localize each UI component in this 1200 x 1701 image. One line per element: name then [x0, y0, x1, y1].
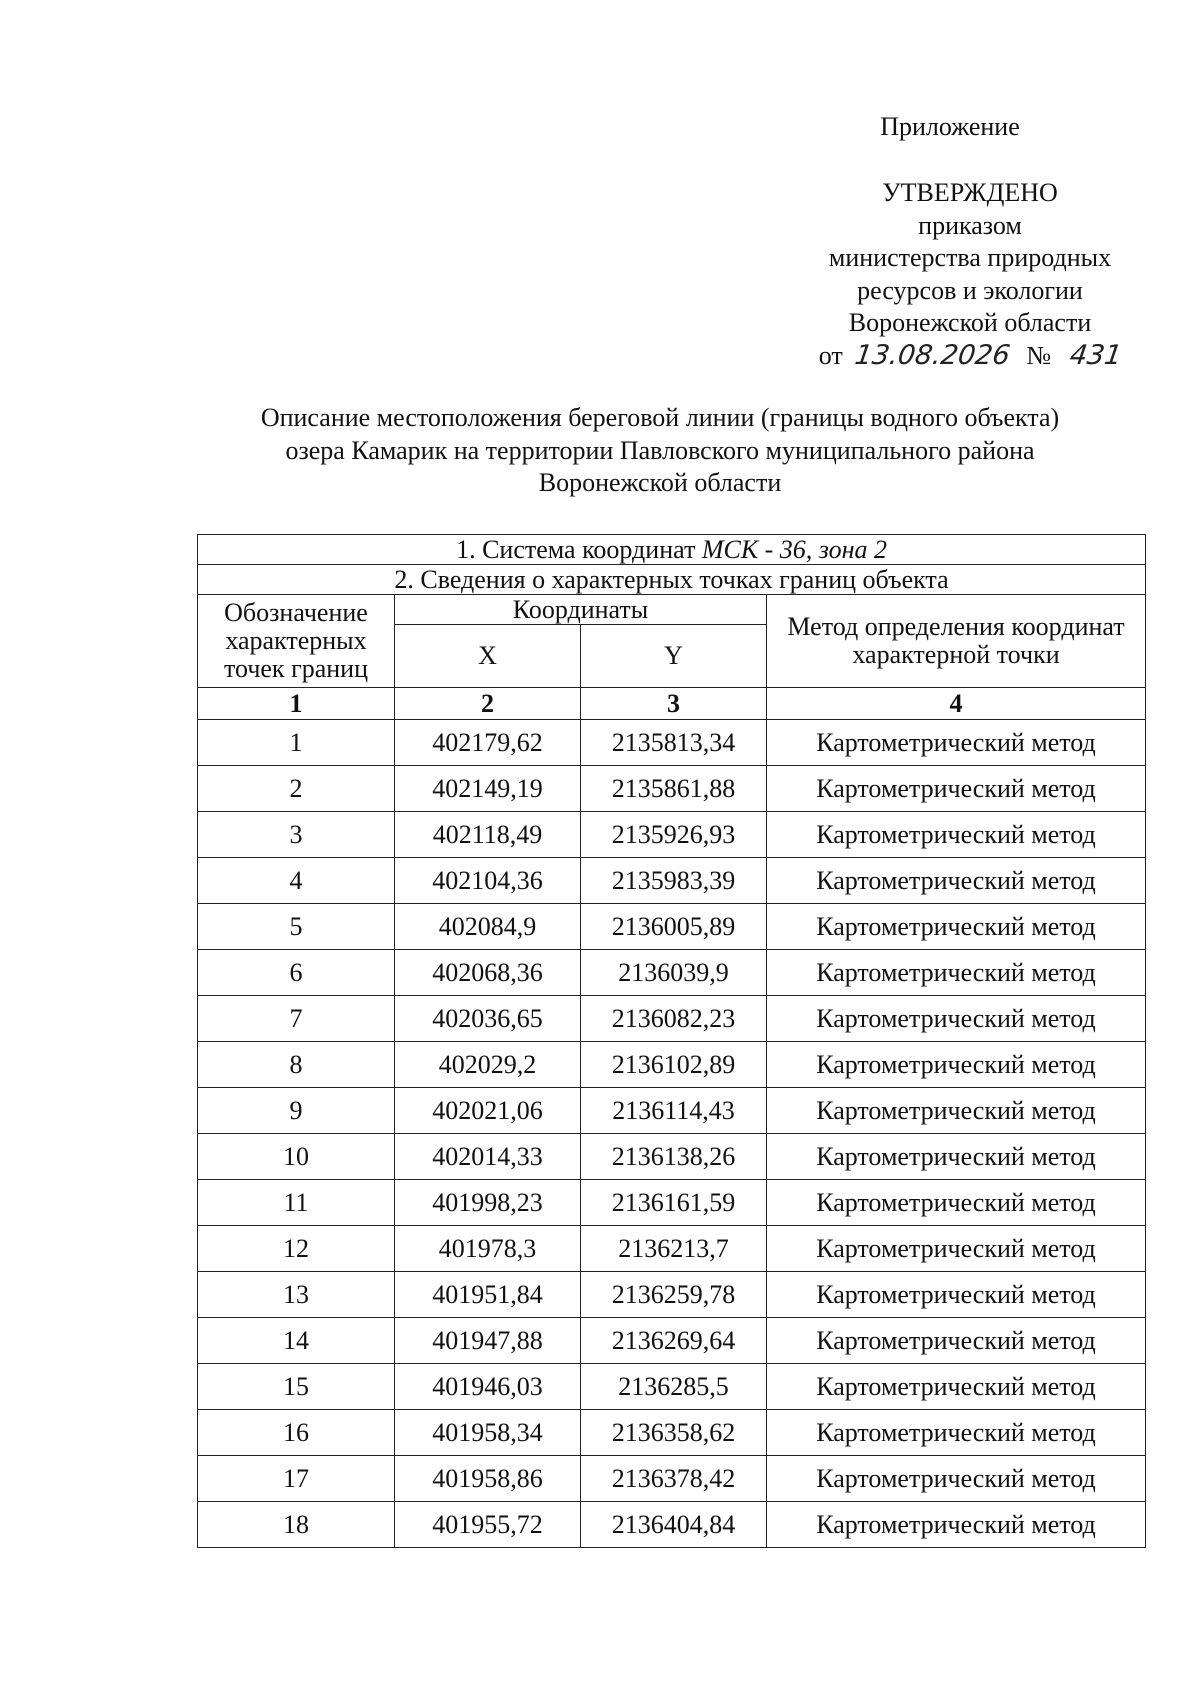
- document-title: [160, 402, 1160, 500]
- cell-point: 4: [198, 858, 395, 904]
- cell-point: 17: [198, 1456, 395, 1502]
- table-row: [198, 1456, 1146, 1502]
- cell-method: Картометрический метод: [767, 858, 1146, 904]
- y-header: Y: [581, 625, 767, 688]
- table-row: [198, 904, 1146, 950]
- cell-method: Картометрический метод: [767, 904, 1146, 950]
- column-number: 3: [581, 688, 767, 720]
- cell-method: Картометрический метод: [767, 1502, 1146, 1548]
- cell-y: 2136259,78: [581, 1272, 767, 1318]
- cell-y: 2136285,5: [581, 1364, 767, 1410]
- table-row: [198, 1226, 1146, 1272]
- cell-y: 2136039,9: [581, 950, 767, 996]
- section1-value: МСК - 36, зона 2: [701, 534, 887, 564]
- handwritten-date: 13.08.2026: [853, 339, 1013, 371]
- cell-x: 402014,33: [395, 1134, 581, 1180]
- cell-point: 7: [198, 996, 395, 1042]
- section1-row: [198, 535, 1146, 565]
- cell-method: Картометрический метод: [767, 812, 1146, 858]
- cell-method: Картометрический метод: [767, 1410, 1146, 1456]
- cell-point: 1: [198, 720, 395, 766]
- table-row: [198, 1180, 1146, 1226]
- coordinates-table: [197, 534, 1146, 1548]
- table-row: [198, 1318, 1146, 1364]
- table-row: [198, 996, 1146, 1042]
- approval-line: приказом: [918, 210, 1022, 240]
- cell-method: Картометрический метод: [767, 1134, 1146, 1180]
- number-prefix: №: [1026, 340, 1052, 370]
- table-row: [198, 812, 1146, 858]
- cell-x: 401958,86: [395, 1456, 581, 1502]
- order-date-number-line: [760, 340, 1180, 373]
- cell-point: 8: [198, 1042, 395, 1088]
- approval-line: министерства природных: [828, 243, 1112, 272]
- cell-y: 2136138,26: [581, 1134, 767, 1180]
- section1-label: 1. Система координат: [456, 534, 696, 564]
- cell-point: 18: [198, 1502, 395, 1548]
- table-row: [198, 1272, 1146, 1318]
- cell-point: 16: [198, 1410, 395, 1456]
- cell-y: 2135926,93: [581, 812, 767, 858]
- approval-block: [760, 177, 1180, 372]
- cell-y: 2136404,84: [581, 1502, 767, 1548]
- date-prefix: от: [818, 340, 843, 370]
- cell-y: 2136378,42: [581, 1456, 767, 1502]
- cell-y: 2136213,7: [581, 1226, 767, 1272]
- cell-point: 14: [198, 1318, 395, 1364]
- cell-y: 2136005,89: [581, 904, 767, 950]
- cell-x: 401947,88: [395, 1318, 581, 1364]
- table-row: [198, 1134, 1146, 1180]
- cell-x: 402179,62: [395, 720, 581, 766]
- cell-method: Картометрический метод: [767, 1180, 1146, 1226]
- title-line: Воронежской области: [538, 468, 782, 497]
- cell-y: 2135813,34: [581, 720, 767, 766]
- cell-y: 2135983,39: [581, 858, 767, 904]
- cell-method: Картометрический метод: [767, 720, 1146, 766]
- appendix-label: Приложение: [880, 112, 1020, 141]
- cell-y: 2136269,64: [581, 1318, 767, 1364]
- table-row: [198, 1502, 1146, 1548]
- column-number: 4: [767, 688, 1146, 720]
- cell-method: Картометрический метод: [767, 1042, 1146, 1088]
- cell-point: 9: [198, 1088, 395, 1134]
- cell-x: 402021,06: [395, 1088, 581, 1134]
- approval-heading: УТВЕРЖДЕНО: [882, 178, 1058, 207]
- cell-x: 401958,34: [395, 1410, 581, 1456]
- cell-x: 402036,65: [395, 996, 581, 1042]
- cell-x: 402084,9: [395, 904, 581, 950]
- cell-x: 402118,49: [395, 812, 581, 858]
- column-number: 1: [198, 688, 395, 720]
- coordinate-system-cell: [198, 535, 1146, 565]
- cell-point: 3: [198, 812, 395, 858]
- cell-y: 2136102,89: [581, 1042, 767, 1088]
- cell-method: Картометрический метод: [767, 996, 1146, 1042]
- cell-method: Картометрический метод: [767, 950, 1146, 996]
- coordinates-header: Координаты: [395, 595, 767, 625]
- designation-header: Обозначение характерных точек границ: [198, 595, 395, 688]
- cell-y: 2136114,43: [581, 1088, 767, 1134]
- table-row: [198, 720, 1146, 766]
- title-line: Описание местоположения береговой линии (границы водного объекта): [260, 403, 1060, 432]
- header-row-top: [198, 595, 1146, 625]
- column-number-row: [198, 688, 1146, 720]
- cell-point: 10: [198, 1134, 395, 1180]
- cell-method: Картометрический метод: [767, 1226, 1146, 1272]
- cell-point: 15: [198, 1364, 395, 1410]
- cell-y: 2136082,23: [581, 996, 767, 1042]
- title-line: озера Камарик на территории Павловского муниципального района: [285, 435, 1035, 465]
- cell-method: Картометрический метод: [767, 1272, 1146, 1318]
- method-header: Метод определения координат характерной точки: [767, 595, 1146, 688]
- handwritten-number: 431: [1067, 339, 1124, 371]
- approval-line: ресурсов и экологии: [857, 275, 1083, 305]
- cell-point: 12: [198, 1226, 395, 1272]
- cell-method: Картометрический метод: [767, 1364, 1146, 1410]
- cell-point: 11: [198, 1180, 395, 1226]
- table-row: [198, 950, 1146, 996]
- cell-x: 402104,36: [395, 858, 581, 904]
- cell-point: 13: [198, 1272, 395, 1318]
- cell-y: 2136161,59: [581, 1180, 767, 1226]
- cell-method: Картометрический метод: [767, 766, 1146, 812]
- table-row: [198, 1364, 1146, 1410]
- cell-x: 402029,2: [395, 1042, 581, 1088]
- cell-method: Картометрический метод: [767, 1456, 1146, 1502]
- cell-x: 402149,19: [395, 766, 581, 812]
- section2-label: 2. Сведения о характерных точках границ объекта: [198, 565, 1146, 595]
- cell-x: 401946,03: [395, 1364, 581, 1410]
- table-row: [198, 1088, 1146, 1134]
- table-row: [198, 1042, 1146, 1088]
- cell-method: Картометрический метод: [767, 1318, 1146, 1364]
- table-row: [198, 1410, 1146, 1456]
- cell-x: 401955,72: [395, 1502, 581, 1548]
- cell-y: 2135861,88: [581, 766, 767, 812]
- table-row: [198, 766, 1146, 812]
- table-row: [198, 858, 1146, 904]
- approval-line: Воронежской области: [848, 308, 1092, 337]
- x-header: X: [395, 625, 581, 688]
- cell-x: 401978,3: [395, 1226, 581, 1272]
- cell-point: 5: [198, 904, 395, 950]
- column-number: 2: [395, 688, 581, 720]
- cell-point: 6: [198, 950, 395, 996]
- cell-x: 401951,84: [395, 1272, 581, 1318]
- cell-method: Картометрический метод: [767, 1088, 1146, 1134]
- section2-row: [198, 565, 1146, 595]
- cell-y: 2136358,62: [581, 1410, 767, 1456]
- cell-x: 402068,36: [395, 950, 581, 996]
- cell-point: 2: [198, 766, 395, 812]
- cell-x: 401998,23: [395, 1180, 581, 1226]
